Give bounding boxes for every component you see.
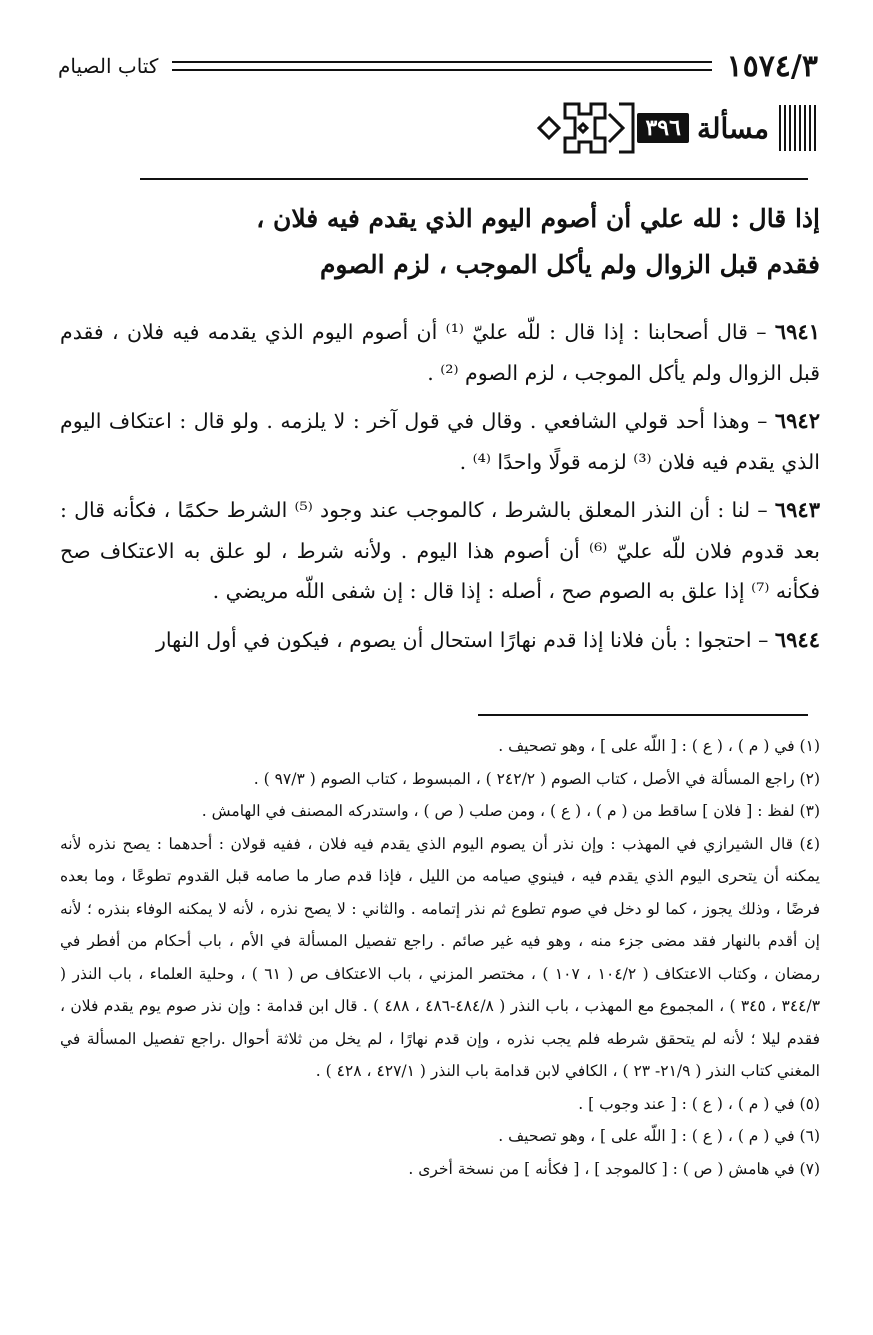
footnote-6: (٦) في ( م ) ، ( ع ) : [ اللّه على ] ، وهو تصحيف .	[498, 1127, 820, 1145]
footnote-separator	[478, 714, 808, 716]
paragraph-text: – لنا : أن النذر المعلق بالشرط ، كالموجب عند وجود ⁽⁵⁾ الشرط حكمًا ، فكأنه قال : بعد قدوم فلان للّه عليّ ⁽⁶⁾ أن أصوم هذا اليوم . ولأنه شرط ، لو علق به الاعتكاف صح فكأنه ⁽⁷⁾ إذا علق به الصوم صح ، أصله : إذا قال : إن شفى اللّه مريضي .	[60, 498, 820, 603]
masala-title	[50, 196, 820, 288]
title-line-1: إذا قال : لله علي أن أصوم اليوم الذي يقدم فيه فلان ،	[256, 204, 820, 233]
paragraph-6941	[60, 312, 820, 393]
footnote-5: (٥) في ( م ) ، ( ع ) : [ عند وجوب ] .	[578, 1094, 820, 1113]
running-header	[58, 46, 818, 86]
paragraph-number: ٦٩٤٣	[774, 497, 820, 522]
paragraph-number: ٦٩٤١	[774, 319, 820, 344]
paragraph-number: ٦٩٤٢	[774, 408, 820, 433]
footnote-7: (٧) في هامش ( ص ) : [ كالموجد ] ، [ فكأنه ] من نسخة أخرى .	[408, 1159, 820, 1178]
paragraph-6943	[60, 490, 820, 612]
title-line-2: فقدم قبل الزوال ولم يأكل الموجب ، لزم الصوم	[319, 250, 820, 279]
page-number: ١٥٧٤/٣	[726, 48, 818, 84]
book-title: كتاب الصيام	[58, 54, 159, 78]
paragraph-text: – قال أصحابنا : إذا قال : للّه عليّ ⁽¹⁾ أن أصوم اليوم الذي يقدمه فيه فلان ، فقدم قبل الزوال ولم يأكل الموجب ، لزم الصوم ⁽²⁾ .	[60, 320, 820, 385]
footnote-2: (٢) راجع المسألة في الأصل ، كتاب الصوم ( ٢٤٢/٢ ) ، المبسوط ، كتاب الصوم ( ٩٧/٣ ) .	[253, 769, 820, 788]
footnote-1: (١) في ( م ) ، ( ع ) : [ اللّه على ] ، وهو تصحيف .	[498, 737, 820, 755]
masala-banner	[535, 96, 819, 160]
paragraph-6944	[60, 620, 820, 661]
title-rule	[140, 178, 808, 180]
footnotes	[60, 730, 820, 1185]
arabesque-ornament-icon	[535, 96, 645, 160]
masala-label: مسألة	[696, 111, 769, 145]
paragraph-text: – وهذا أحد قولي الشافعي . وقال في قول آخر : لا يلزمه . ولو قال : اعتكاف اليوم الذي يقدم فيه فلان ⁽³⁾ لزمه قولًا واحدًا ⁽⁴⁾ .	[60, 409, 820, 474]
paragraph-6942	[60, 401, 820, 482]
footnote-4: (٤) قال الشيرازي في المهذب : وإن نذر أن يصوم اليوم الذي يقدم فيه فلان ، ففيه قولان : أحدهما : يصح نذره لأنه يمكنه أن يتحرى اليوم الذي يقدم فيه ، فينوي صيامه من الليل ، فإذا قدم صار ما صامه قبل القدوم تطوعًا ، وما بعده فرضًا ، وذلك يجوز ، كما لو دخل في صوم تطوع ثم نذر إتمامه . والثاني : لا يصح نذره ، لأنه لا يمكنه الوفاء بنذره ؛ لأنه إن أقدم بالنهار فقد مضى جزء منه ، وهو فيه غير صائم . راجع تفصيل المسألة في الأم ، باب أحكام من أفطر في رمضان ، وكتاب الاعتكاف ( ١٠٤/٢ ، ١٠٧ ) ، مختصر المزني ، باب الاعتكاف ص ( ٦١ ) ، وحلية العلماء ، باب النذر ( ٣٤٤/٣ ، ٣٤٥ ) ، المجموع مع المهذب ، باب النذر ( ٤٨٤/٨-٤٨٦ ، ٤٨٨ ) . قال ابن قدامة : وإن نذر صوم يوم يقدم فلان ، فقدم ليلا ؛ لأنه لم يتحقق شرطه فلم يجب نذره ، وإن قدم نهارًا ، لم يخل من ثلاثة أحوال .راجع تفصيل المسألة في المغني كتاب النذر ( ٢١/٩- ٢٣ ) ، الكافي لابن قدامة باب النذر ( ٤٢٧/١ ، ٤٢٨ ) .	[60, 834, 821, 1080]
header-rule	[172, 61, 712, 71]
hatch-ornament	[779, 105, 819, 151]
paragraph-text: – احتجوا : بأن فلانا إذا قدم نهارًا استحال أن يصوم ، فيكون في أول النهار	[155, 627, 769, 652]
paragraph-number: ٦٩٤٤	[774, 626, 820, 652]
masala-number: ٣٩٦	[637, 113, 688, 143]
footnote-3: (٣) لفظ : [ فلان ] ساقط من ( م ) ، ( ع ) ، ومن صلب ( ص ) ، واستدركه المصنف في الهامش .	[201, 802, 820, 820]
body-text	[60, 312, 820, 668]
